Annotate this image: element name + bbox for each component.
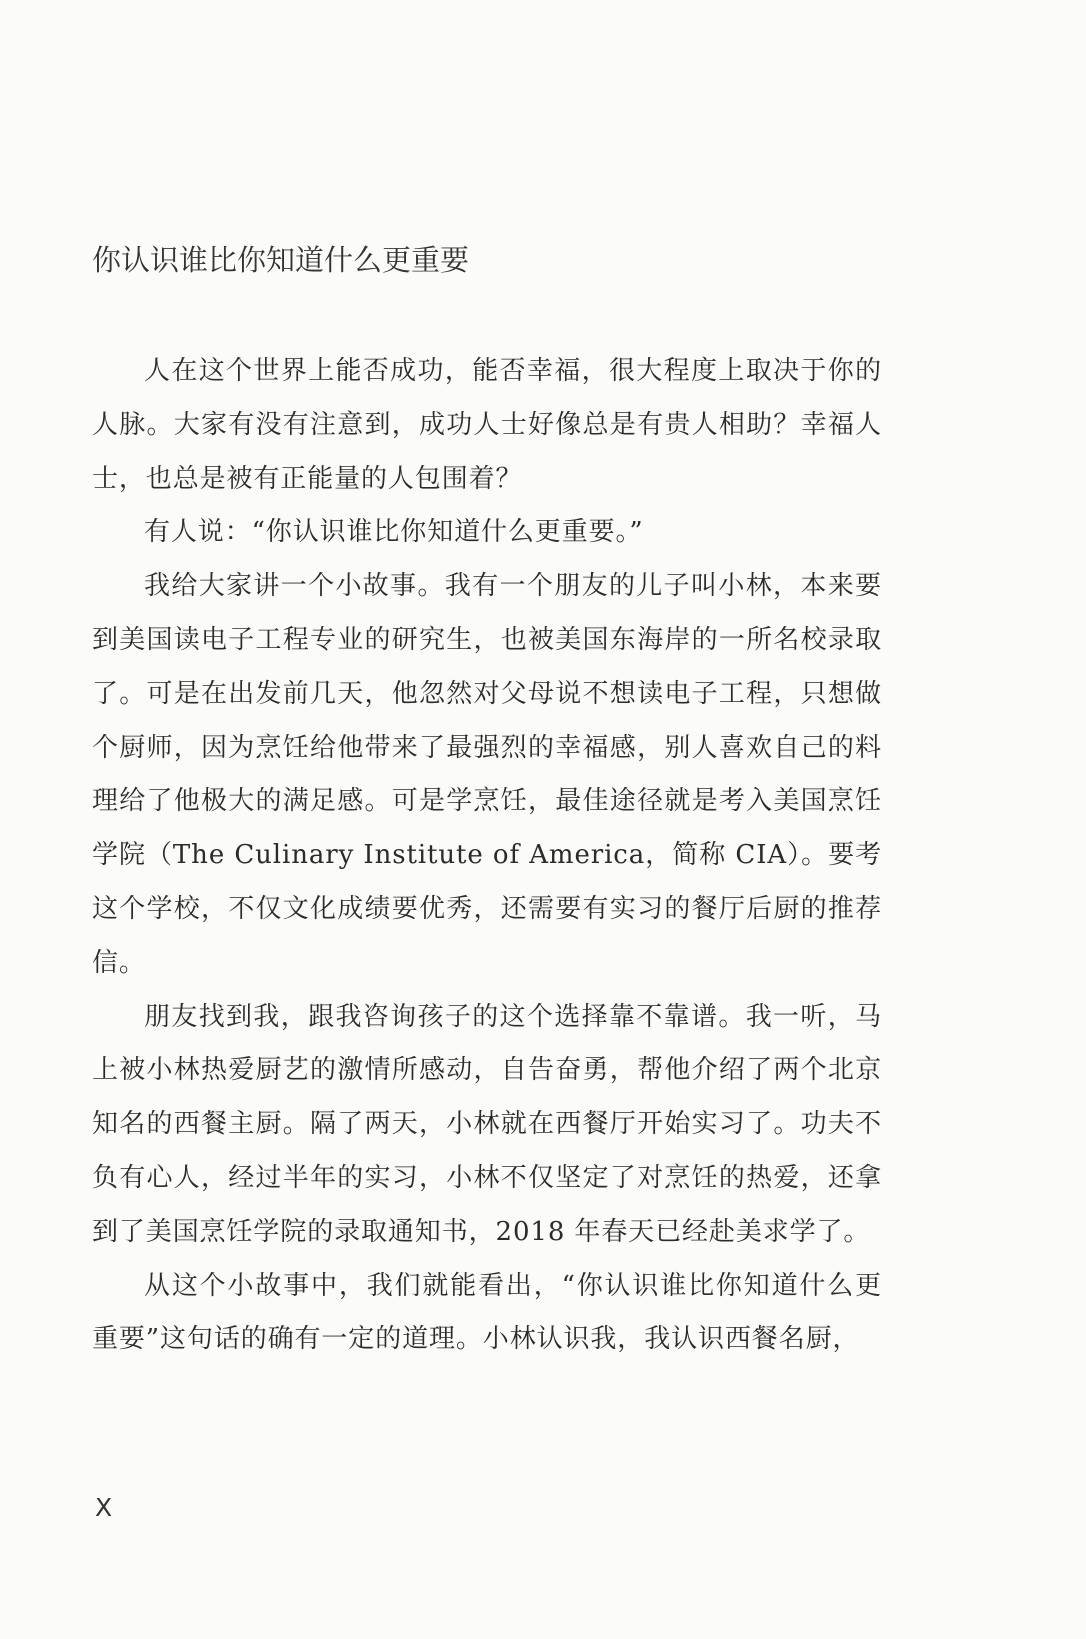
paragraph: 有人说：“你认识谁比你知道什么更重要。” — [144, 517, 644, 548]
paragraph: 朋友找到我，跟我咨询孩子的这个选择靠不靠谱。我一听，马上被小林热爱厨艺的激情所感动，自告奋勇，帮他介绍了两个北京知名的西餐主厨。隔了两天，小林就在西餐厅开始实习了。功夫不负有心人，经过半年的实习，小林不仅坚定了对烹饪的热爱，还拿到了美国烹饪学院的录取通知书，2018 年春天已经赴美求学了。 — [92, 1001, 882, 1247]
body-text — [92, 345, 882, 1367]
page-number: X — [95, 1493, 113, 1522]
section-title: 你认识谁比你知道什么更重要 — [92, 243, 470, 277]
paragraph: 从这个小故事中，我们就能看出，“你认识谁比你知道什么更重要”这句话的确有一定的道理。小林认识我，我认识西餐名厨， — [92, 1270, 882, 1355]
paragraph: 人在这个世界上能否成功，能否幸福，很大程度上取决于你的人脉。大家有没有注意到，成功人士好像总是有贵人相助？幸福人士，也总是被有正能量的人包围着？ — [92, 356, 882, 494]
paragraph: 我给大家讲一个小故事。我有一个朋友的儿子叫小林，本来要到美国读电子工程专业的研究生，也被美国东海岸的一所名校录取了。可是在出发前几天，他忽然对父母说不想读电子工程，只想做个厨师，因为烹饪给他带来了最强烈的幸福感，别人喜欢自己的料理给了他极大的满足感。可是学烹饪，最佳途径就是考入美国烹饪学院（The Culinary Institute of America，简称 CIA）。要考这个学校，不仅文化成绩要优秀，还需要有实习的餐厅后厨的推荐信。 — [92, 571, 882, 978]
